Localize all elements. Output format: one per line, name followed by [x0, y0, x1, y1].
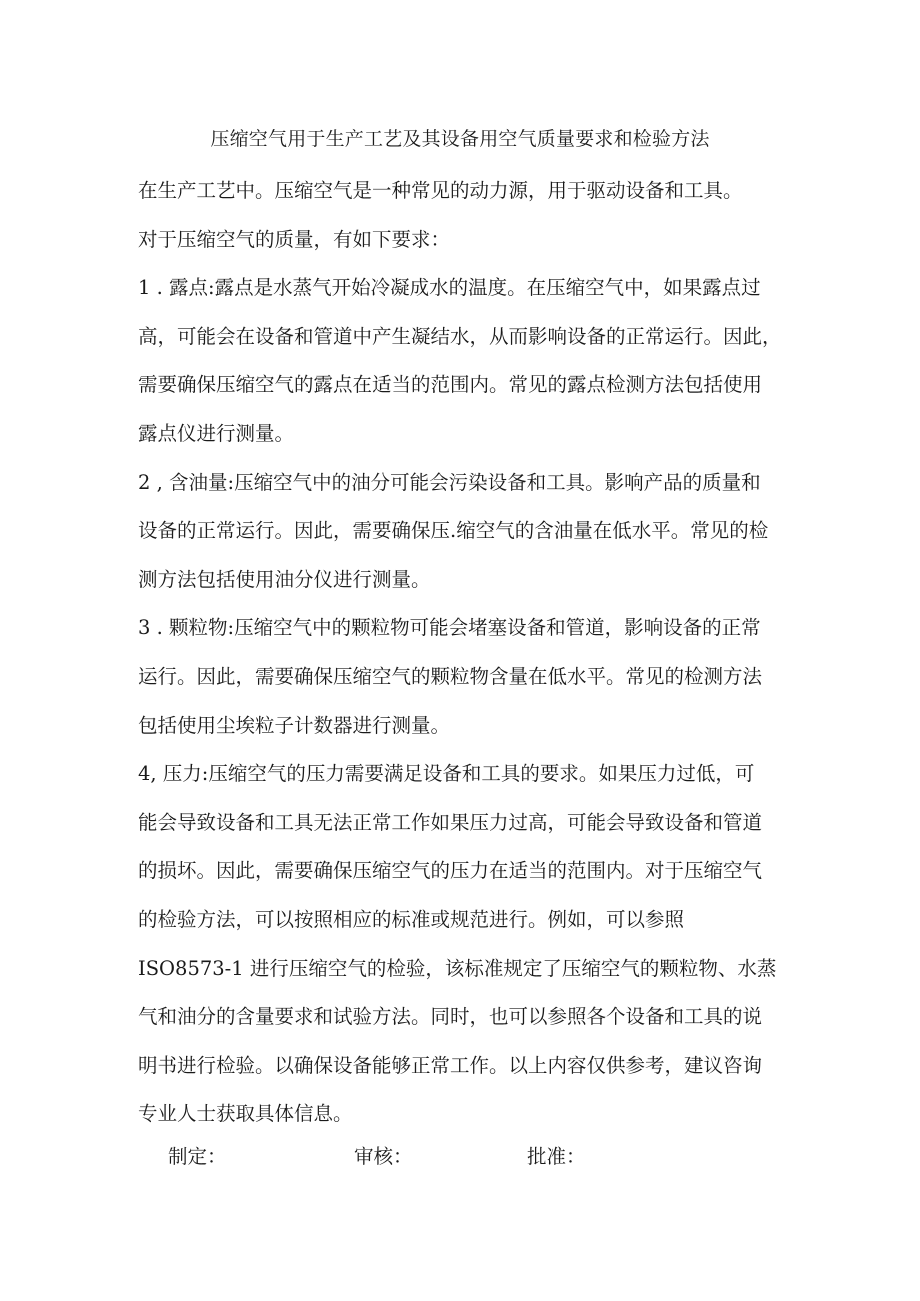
body-line: 测方法包括使用油分仪进行测量。 [138, 567, 431, 591]
body-line: 高，可能会在设备和管道中产生凝结水，从而影响设备的正常运行。因此， [138, 324, 782, 348]
approved-by-label: 批准： [527, 1145, 586, 1168]
body-line: 包括使用尘埃粒子计数器进行测量。 [138, 713, 451, 737]
body-line: 设备的正常运行。因此，需要确保压.缩空气的含油量在低水平。常见的检 [138, 519, 769, 543]
body-line: 露点仪进行测量。 [138, 421, 295, 445]
body-line: 专业人士获取具体信息。 [138, 1102, 353, 1126]
document-title: 压缩空气用于生产工艺及其设备用空气质量要求和检验方法 [210, 128, 710, 150]
body-line: 能会导致设备和工具无法正常工作如果压力过高，可能会导致设备和管道 [138, 810, 763, 834]
body-line: 明书进行检验。以确保设备能够正常工作。以上内容仅供参考，建议咨询 [138, 1053, 763, 1077]
body-line: 2 , 含油量:压缩空气中的油分可能会污染设备和工具。影响产品的质量和 [138, 470, 761, 494]
body-line: 的检验方法，可以按照相应的标准或规范进行。例如，可以参照 [138, 907, 685, 931]
body-line: 3 . 颗粒物:压缩空气中的颗粒物可能会堵塞设备和管道，影响设备的正常 [138, 616, 761, 640]
body-line: 的损坏。因此，需要确保压缩空气的压力在适当的范围内。对于压缩空气 [138, 859, 763, 883]
body-line: ISO8573-1 进行压缩空气的检验，该标准规定了压缩空气的颗粒物、水蒸 [138, 956, 777, 980]
drafted-by-label: 制定： [168, 1145, 227, 1168]
body-line: 需要确保压缩空气的露点在适当的范围内。常见的露点检测方法包括使用 [138, 373, 763, 397]
document-body [138, 167, 798, 1139]
body-line: 4, 压力:压缩空气的压力需要满足设备和工具的要求。如果压力过低，可 [138, 762, 755, 786]
body-line: 对于压缩空气的质量，有如下要求： [138, 227, 451, 251]
reviewed-by-label: 审核： [354, 1145, 413, 1168]
signature-row [0, 1141, 920, 1171]
body-line: 1 . 露点:露点是水蒸气开始冷凝成水的温度。在压缩空气中，如果露点过 [138, 276, 761, 300]
body-line: 运行。因此，需要确保压缩空气的颗粒物含量在低水平。常见的检测方法 [138, 664, 763, 688]
body-line: 气和油分的含量要求和试验方法。同时，也可以参照各个设备和工具的说 [138, 1005, 763, 1029]
body-line: 在生产工艺中。压缩空气是一种常见的动力源，用于驱动设备和工具。 [138, 179, 743, 202]
